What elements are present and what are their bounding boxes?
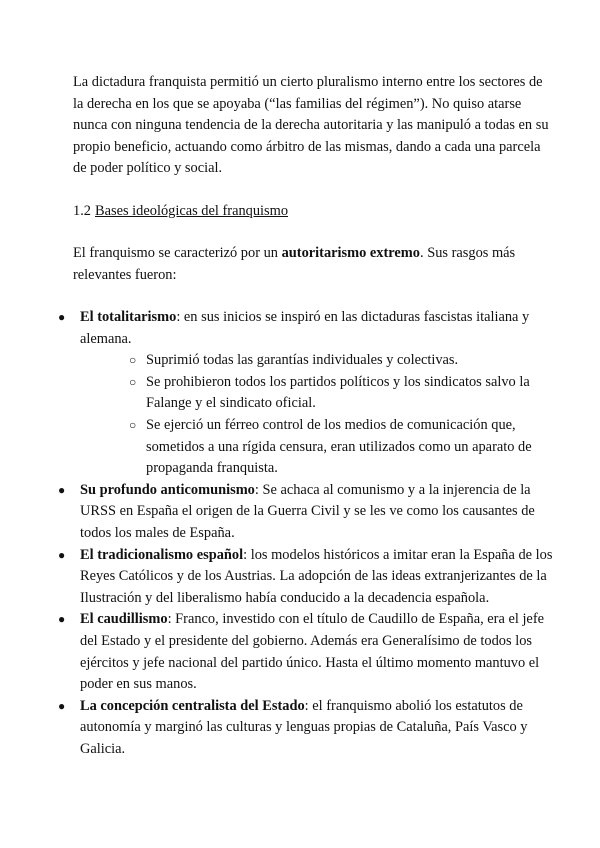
- list-item: [58, 545, 554, 610]
- bullet-icon: ●: [58, 310, 66, 324]
- lead-text-after: . Sus rasgos más relevantes fueron:: [73, 245, 516, 283]
- intro-paragraph: La dictadura franquista permitió un cierto pluralismo interno entre los sectores de la derecha en los que se apoyaba (“las familias del régimen”). No quiso atarse nunca con ninguna tendencia de la derecha autoritaria y las manipuló a todas en su propio beneficio, actuando como árbitro de las mismas, dando a cada una parcela de poder político y social.: [73, 74, 549, 177]
- list-item: [58, 480, 554, 545]
- item-text: : los modelos históricos a imitar eran la España de los Reyes Católicos y de los Austrias. La adopción de las ideas extranjerizantes de la Ilustración y del liberalismo había conducido a la decadencia española.: [80, 546, 553, 606]
- item-text: : Franco, investido con el título de Caudillo de España, era el jefe del Estado y el presidente del gobierno. Además era Generalísimo de todos los ejércitos y jefe nacional del partido único. Hasta el último momento mantuvo el poder en sus manos.: [80, 611, 545, 693]
- lead-text-before: El franquismo se caracterizó por un: [73, 245, 282, 261]
- sub-list-item: [129, 372, 554, 415]
- lead-bold: autoritarismo extremo: [281, 245, 420, 261]
- circle-bullet-icon: ○: [129, 353, 137, 368]
- bullet-icon: ●: [58, 612, 66, 627]
- lead-paragraph: [73, 243, 553, 286]
- list-item: [58, 696, 554, 761]
- bullet-icon: ●: [58, 698, 66, 713]
- list-item: [58, 609, 554, 695]
- item-text: : el franquismo abolió los estatutos de autonomía y marginó las culturas y lenguas propias de Cataluña, País Vasco y Galicia.: [80, 697, 528, 757]
- item-text: : Se achaca al comunismo y a la injerencia de la URSS en España el origen de la Guerra Civil y se les ve como los causantes de todos los males de España.: [80, 481, 535, 541]
- sub-item-text: Se prohibieron todos los partidos políticos y los sindicatos salvo la Falange y el sindicato oficial.: [146, 373, 530, 412]
- circle-bullet-icon: ○: [129, 417, 137, 432]
- sub-list-item: [129, 415, 554, 480]
- bullet-icon: ●: [58, 547, 66, 562]
- item-term: La concepción centralista del Estado: [80, 697, 305, 714]
- sub-item-text: Se ejerció un férreo control de los medios de comunicación que, sometidos a una rígida censura, eran utilizados como un aparato de propaganda franquista.: [146, 416, 532, 477]
- item-term: El tradicionalismo español: [80, 546, 244, 563]
- sub-list: [80, 350, 554, 480]
- item-term: El caudillismo: [80, 611, 168, 628]
- bullet-icon: ●: [58, 482, 66, 497]
- section-number: 1.2: [73, 203, 91, 219]
- item-text: : en sus inicios se inspiró en las dictaduras fascistas italiana y alemana.: [80, 309, 530, 347]
- item-term: El totalitarismo: [80, 309, 177, 325]
- section-heading: [73, 201, 553, 223]
- traits-list: [58, 307, 554, 760]
- list-item: [58, 307, 554, 480]
- item-term: Su profundo anticomunismo: [80, 481, 255, 498]
- sub-item-text: Suprimió todas las garantías individuales y colectivas.: [146, 352, 459, 369]
- sub-list-item: [129, 350, 554, 372]
- section-title: Bases ideológicas del franquismo: [95, 203, 289, 219]
- circle-bullet-icon: ○: [129, 374, 137, 389]
